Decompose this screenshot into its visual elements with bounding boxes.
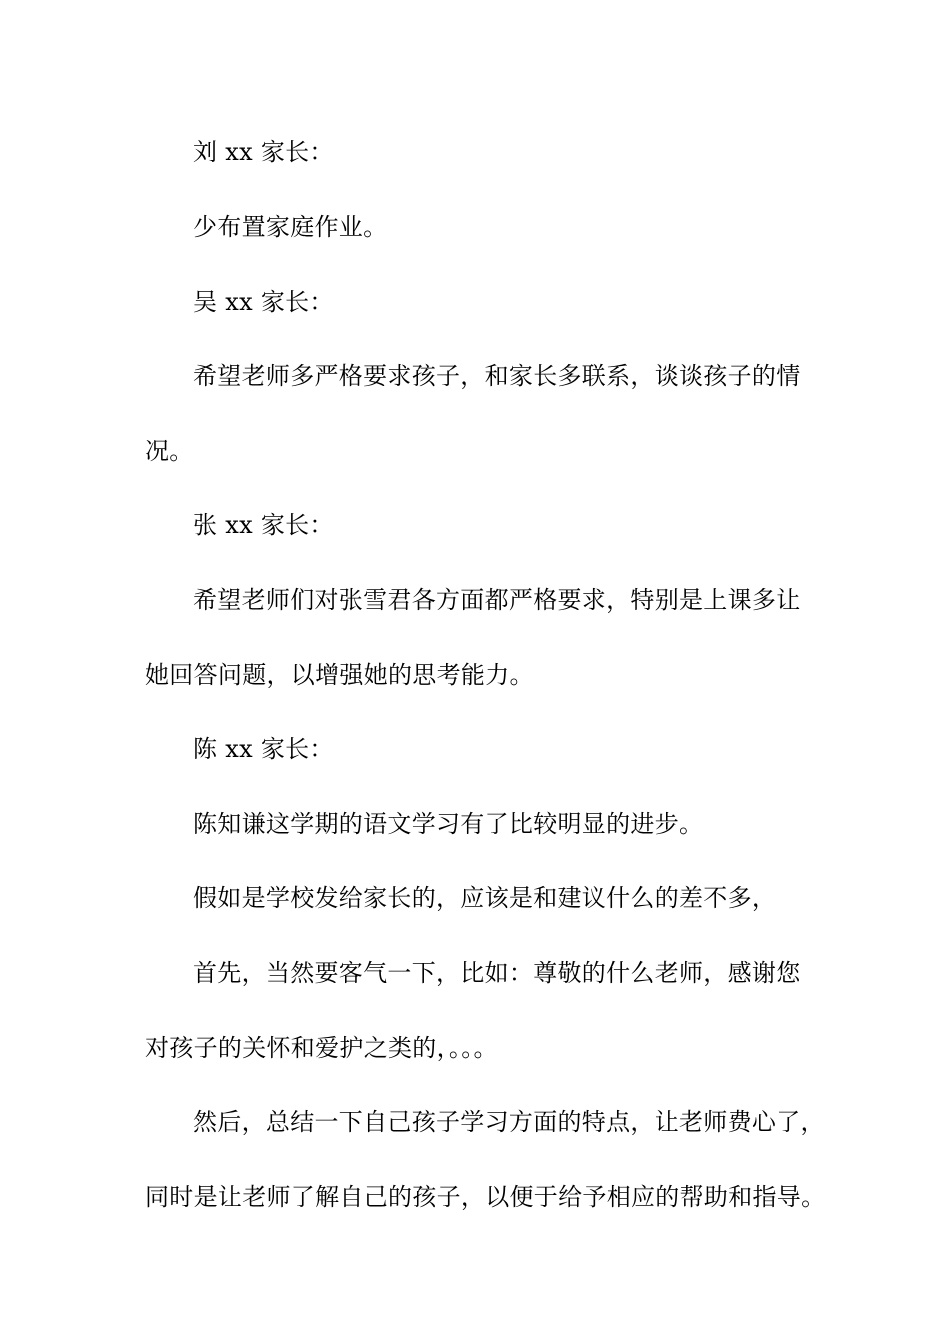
paragraph-chen: 陈知谦这学期的语文学习有了比较明显的进步。 [193,810,704,838]
speaker-chen: 陈 xx 家长： [193,735,334,763]
paragraph-zhang-line-1: 希望老师们对张雪君各方面都严格要求，特别是上课多让 [193,586,801,614]
paragraph-wu-line-1: 希望老师多严格要求孩子，和家长多联系，谈谈孩子的情 [193,362,801,390]
paragraph-wu-line-2: 况。 [145,437,194,465]
paragraph-advice-2-line-1: 首先，当然要客气一下，比如：尊敬的什么老师，感谢您 [193,959,801,987]
paragraph-advice-3-line-1: 然后，总结一下自己孩子学习方面的特点，让老师费心了， [193,1108,825,1136]
paragraph-advice-1: 假如是学校发给家长的，应该是和建议什么的差不多， [193,884,777,912]
paragraph-liu: 少布置家庭作业。 [193,213,388,241]
speaker-wu: 吴 xx 家长： [193,288,334,316]
speaker-zhang: 张 xx 家长： [193,511,334,539]
paragraph-advice-2-line-2: 对孩子的关怀和爱护之类的，。。。 [145,1034,498,1062]
paragraph-advice-3-line-2: 同时是让老师了解自己的孩子，以便于给予相应的帮助和指导。 [145,1183,826,1211]
paragraph-zhang-line-2: 她回答问题，以增强她的思考能力。 [145,661,534,689]
speaker-liu: 刘 xx 家长： [193,138,334,166]
